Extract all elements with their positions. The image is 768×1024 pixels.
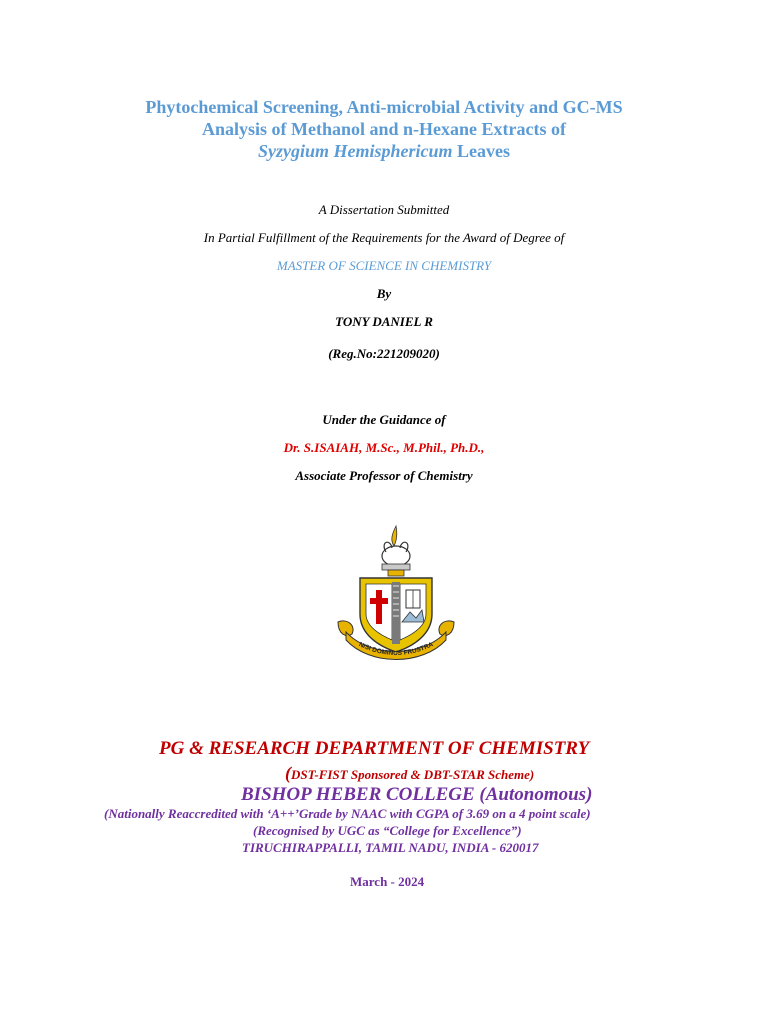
submission-date: March - 2024	[350, 874, 425, 889]
title-line-2: Analysis of Methanol and n-Hexane Extracts of	[202, 119, 566, 139]
guide-designation: Associate Professor of Chemistry	[295, 468, 473, 483]
guide-name: Dr. S.ISAIAH, M.Sc., M.Phil., Ph.D.,	[283, 440, 485, 455]
college-name: BISHOP HEBER COLLEGE (Autonomous)	[241, 784, 593, 805]
thesis-title	[0, 96, 768, 162]
registration-number: (Reg.No:221209020)	[328, 346, 440, 361]
guidance-heading: Under the Guidance of	[322, 412, 446, 427]
species-name: Syzygium Hemisphericum	[257, 141, 453, 161]
scheme-paren: (	[285, 763, 291, 783]
address-line: TIRUCHIRAPPALLI, TAMIL NADU, INDIA - 620017	[242, 840, 539, 855]
accreditation-line: (Nationally Reaccredited with ‘A++’Grade by NAAC with CGPA of 3.69 on a 4 point scale)	[104, 806, 591, 821]
title-line-1: Phytochemical Screening, Anti-microbial Activity and GC-MS	[145, 97, 623, 117]
scheme-text: DST-FIST Sponsored & DBT-STAR Scheme)	[291, 767, 535, 782]
title-line-3	[0, 140, 768, 162]
scheme-line	[285, 763, 534, 784]
title-line-3-rest: Leaves	[452, 141, 510, 161]
crest-motto: NISI DOMINUS FRUSTRA	[357, 641, 435, 658]
recognition-line: (Recognised by UGC as “College for Excellence”)	[253, 823, 522, 838]
degree-name: MASTER OF SCIENCE IN CHEMISTRY	[276, 258, 492, 273]
crest-lamp-icon	[382, 526, 410, 576]
college-crest-icon	[330, 522, 462, 664]
by-label: By	[376, 286, 392, 301]
crest-shield-icon	[360, 578, 432, 652]
department-name: PG & RESEARCH DEPARTMENT OF CHEMISTRY	[159, 738, 590, 759]
dissertation-line: A Dissertation Submitted	[318, 202, 450, 217]
requirements-line: In Partial Fulfillment of the Requirements for the Award of Degree of	[203, 230, 565, 245]
author-name: TONY DANIEL R	[335, 314, 433, 329]
